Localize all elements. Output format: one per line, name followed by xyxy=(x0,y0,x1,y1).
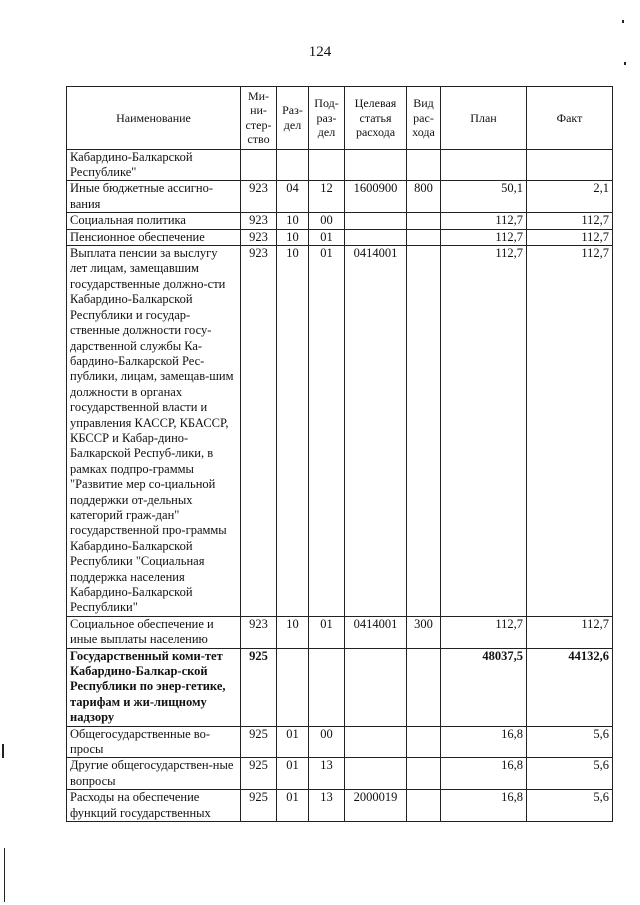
cell-fact: 5,6 xyxy=(527,758,613,790)
table-row xyxy=(67,246,613,617)
scan-mark-top-right xyxy=(622,20,624,23)
cell-ministry: 925 xyxy=(241,790,277,822)
cell-subsection: 13 xyxy=(309,790,345,822)
table-row xyxy=(67,616,613,648)
cell-section: 10 xyxy=(277,616,309,648)
cell-name: Выплата пенсии за выслугу лет лицам, замещавшим государственные должно-сти Кабардино-Балкарской Республики и государ-ственные должности госу-дарственной службы Ка-бардино-Балкарской Рес-публики, лицам, замещав-шим должности в органах государственной власти и управления КАССР, КБАССР, КБССР и Кабар-дино-Балкарской Респуб-лики, в рамках подпро-граммы "Развитие мер со-циальной поддержки от-дельных категорий граж-дан" государственной про-граммы Кабардино-Балкарской Республики "Социальная поддержка населения Кабардино-Балкарской Республики" xyxy=(67,246,241,617)
table-header-row xyxy=(67,87,613,150)
table-row xyxy=(67,181,613,213)
cell-target: 0414001 xyxy=(345,616,407,648)
cell-type xyxy=(407,213,441,229)
cell-fact: 44132,6 xyxy=(527,648,613,726)
cell-plan xyxy=(441,149,527,181)
cell-section: 01 xyxy=(277,726,309,758)
cell-name: Иные бюджетные ассигно-вания xyxy=(67,181,241,213)
cell-ministry: 925 xyxy=(241,726,277,758)
cell-fact: 5,6 xyxy=(527,726,613,758)
cell-ministry: 923 xyxy=(241,246,277,617)
cell-fact xyxy=(527,149,613,181)
cell-subsection: 12 xyxy=(309,181,345,213)
cell-subsection: 13 xyxy=(309,758,345,790)
cell-target xyxy=(345,149,407,181)
cell-subsection: 01 xyxy=(309,616,345,648)
cell-plan: 16,8 xyxy=(441,790,527,822)
cell-type xyxy=(407,726,441,758)
cell-name: Общегосударственные во-просы xyxy=(67,726,241,758)
budget-table xyxy=(66,86,613,822)
cell-subsection xyxy=(309,149,345,181)
cell-type xyxy=(407,790,441,822)
scan-mark-top-right-comma xyxy=(624,62,626,65)
cell-plan: 50,1 xyxy=(441,181,527,213)
cell-plan: 112,7 xyxy=(441,616,527,648)
header-fact: Факт xyxy=(527,87,613,150)
cell-plan: 16,8 xyxy=(441,758,527,790)
cell-name: Кабардино-Балкарской Республике" xyxy=(67,149,241,181)
header-name: Наименование xyxy=(67,87,241,150)
cell-name: Социальное обеспечение и иные выплаты населению xyxy=(67,616,241,648)
cell-type xyxy=(407,648,441,726)
header-type: Вид рас- хода xyxy=(407,87,441,150)
cell-type xyxy=(407,246,441,617)
cell-ministry: 925 xyxy=(241,758,277,790)
cell-target xyxy=(345,648,407,726)
cell-target: 2000019 xyxy=(345,790,407,822)
cell-type: 800 xyxy=(407,181,441,213)
table-row xyxy=(67,229,613,245)
header-section: Раз- дел xyxy=(277,87,309,150)
cell-ministry: 923 xyxy=(241,181,277,213)
cell-target xyxy=(345,213,407,229)
cell-ministry xyxy=(241,149,277,181)
cell-ministry: 923 xyxy=(241,229,277,245)
cell-target: 0414001 xyxy=(345,246,407,617)
cell-name: Социальная политика xyxy=(67,213,241,229)
cell-subsection: 01 xyxy=(309,229,345,245)
cell-ministry: 923 xyxy=(241,213,277,229)
cell-subsection: 00 xyxy=(309,726,345,758)
cell-section: 04 xyxy=(277,181,309,213)
cell-type xyxy=(407,758,441,790)
cell-section: 01 xyxy=(277,758,309,790)
cell-plan: 48037,5 xyxy=(441,648,527,726)
cell-fact: 112,7 xyxy=(527,616,613,648)
cell-plan: 112,7 xyxy=(441,213,527,229)
cell-name: Расходы на обеспечение функций государственных xyxy=(67,790,241,822)
table-row xyxy=(67,790,613,822)
page-number: 124 xyxy=(308,44,332,60)
header-subsection: Под- раз- дел xyxy=(309,87,345,150)
cell-subsection: 00 xyxy=(309,213,345,229)
cell-plan: 112,7 xyxy=(441,229,527,245)
cell-fact: 5,6 xyxy=(527,790,613,822)
cell-section: 10 xyxy=(277,229,309,245)
cell-name: Другие общегосударствен-ные вопросы xyxy=(67,758,241,790)
cell-fact: 2,1 xyxy=(527,181,613,213)
cell-target: 1600900 xyxy=(345,181,407,213)
cell-name: Государственный коми-тет Кабардино-Балкар-ской Республики по энер-гетике, тарифам и жи-лищному надзору xyxy=(67,648,241,726)
cell-type xyxy=(407,149,441,181)
cell-target xyxy=(345,229,407,245)
cell-ministry: 923 xyxy=(241,616,277,648)
table-row xyxy=(67,726,613,758)
cell-type: 300 xyxy=(407,616,441,648)
header-plan: План xyxy=(441,87,527,150)
cell-fact: 112,7 xyxy=(527,229,613,245)
cell-name: Пенсионное обеспечение xyxy=(67,229,241,245)
scan-mark-left-dash xyxy=(2,744,4,758)
cell-plan: 16,8 xyxy=(441,726,527,758)
cell-fact: 112,7 xyxy=(527,213,613,229)
cell-plan: 112,7 xyxy=(441,246,527,617)
table-row xyxy=(67,149,613,181)
cell-target xyxy=(345,726,407,758)
cell-section: 10 xyxy=(277,246,309,617)
cell-section: 10 xyxy=(277,213,309,229)
cell-section: 01 xyxy=(277,790,309,822)
cell-fact: 112,7 xyxy=(527,246,613,617)
cell-subsection: 01 xyxy=(309,246,345,617)
cell-subsection xyxy=(309,648,345,726)
cell-section xyxy=(277,149,309,181)
cell-section xyxy=(277,648,309,726)
table-row xyxy=(67,648,613,726)
cell-target xyxy=(345,758,407,790)
cell-type xyxy=(407,229,441,245)
header-ministry: Ми- ни- стер- ство xyxy=(241,87,277,150)
table-row xyxy=(67,758,613,790)
scan-mark-left-line xyxy=(4,848,5,902)
table-row xyxy=(67,213,613,229)
cell-ministry: 925 xyxy=(241,648,277,726)
header-target: Целевая статья расхода xyxy=(345,87,407,150)
